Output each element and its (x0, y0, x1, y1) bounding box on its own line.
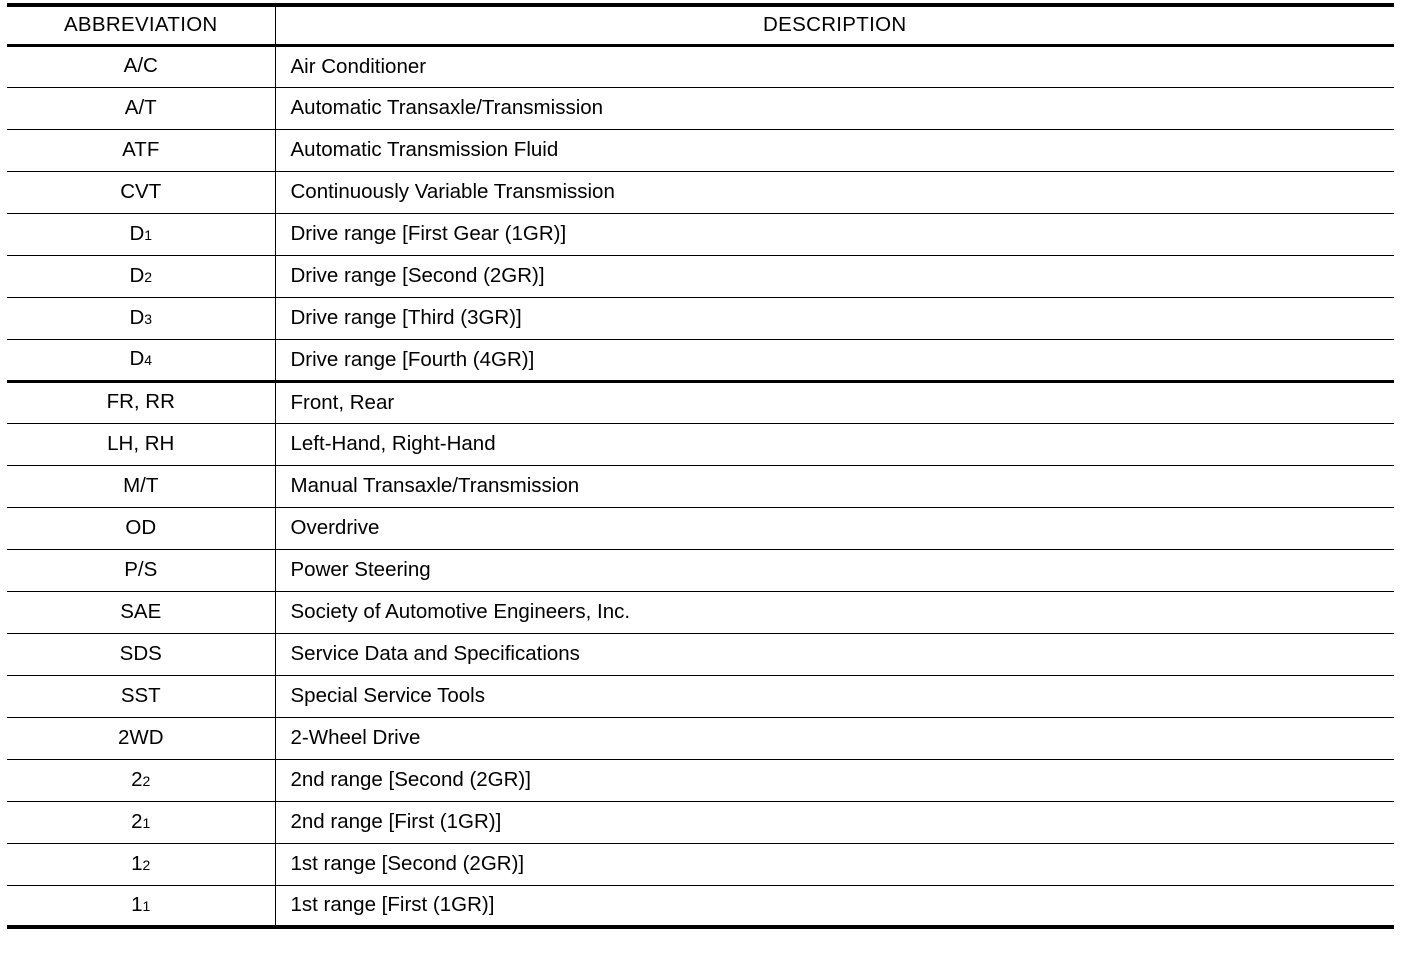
table-body (7, 45, 1394, 927)
abbreviation-cell (7, 339, 275, 381)
table-row (7, 297, 1394, 339)
abbreviation-text: OD (125, 515, 157, 539)
table-row (7, 339, 1394, 381)
abbreviation-text: M/T (123, 473, 159, 497)
abbreviation-subscript: 4 (144, 352, 153, 368)
table-row (7, 843, 1394, 885)
abbreviation-text: SDS (119, 641, 162, 665)
abbreviation-cell (7, 507, 275, 549)
description-cell: 2nd range [Second (2GR)] (275, 759, 1394, 801)
description-cell: 1st range [First (1GR)] (290, 893, 495, 917)
abbreviation-cell (7, 633, 275, 675)
abbreviation-text: FR, RR (106, 390, 175, 413)
description-cell: Automatic Transaxle/Transmission (275, 87, 1394, 129)
abbreviation-subscript: 2 (142, 772, 151, 789)
abbreviation-table (7, 3, 1394, 929)
abbreviation-cell (7, 381, 275, 423)
abbreviation-cell (7, 297, 275, 339)
abbreviation-text: P/S (124, 557, 158, 581)
header-description: DESCRIPTION (275, 5, 1394, 45)
description-cell: Special Service Tools (275, 675, 1394, 717)
table-row (7, 45, 1394, 87)
table-row (7, 801, 1394, 843)
description-cell: Air Conditioner (275, 45, 1394, 87)
abbreviation-text: CVT (120, 179, 162, 203)
description-cell: Service Data and Specifications (275, 633, 1394, 675)
abbreviation-text: A/C (123, 54, 158, 77)
abbreviation-cell (7, 675, 275, 717)
description-cell: 1st range [Second (2GR)] (275, 843, 1394, 885)
abbreviation-text: 2WD (117, 725, 164, 749)
description-cell: Front, Rear (275, 381, 1394, 423)
abbreviation-subscript: 3 (144, 310, 153, 327)
description-cell: Society of Automotive Engineers, Inc. (275, 591, 1394, 633)
abbreviation-text: LH, RH (107, 431, 175, 455)
description-cell: Manual Transaxle/Transmission (275, 465, 1394, 507)
table-row (7, 507, 1394, 549)
abbreviation-cell (7, 717, 275, 759)
abbreviation-text: ATF (122, 137, 160, 161)
description-cell: Drive range [Second (2GR)] (275, 255, 1394, 297)
abbreviation-text: A/T (124, 95, 157, 119)
abbreviation-cell (7, 87, 275, 129)
table-row (7, 129, 1394, 171)
description-cell: Drive range [Fourth (4GR)] (275, 339, 1394, 381)
table-header-row (7, 5, 1394, 45)
description-cell: Overdrive (275, 507, 1394, 549)
abbreviation-cell (7, 591, 275, 633)
abbreviation-cell (7, 423, 275, 465)
abbreviation-cell (7, 885, 275, 927)
description-cell: Power Steering (275, 549, 1394, 591)
table-row (7, 381, 1394, 423)
abbreviation-cell (7, 129, 275, 171)
abbreviation-subscript: 2 (142, 856, 151, 873)
table-row (7, 423, 1394, 465)
description-cell: Automatic Transmission Fluid (275, 129, 1394, 171)
table-row (7, 255, 1394, 297)
abbreviation-cell (7, 801, 275, 843)
abbreviation-cell (7, 213, 275, 255)
table-row (7, 633, 1394, 675)
table-row (7, 465, 1394, 507)
abbreviation-subscript: 1 (142, 814, 151, 831)
description-cell: Drive range [Third (3GR)] (275, 297, 1394, 339)
description-cell: 2nd range [First (1GR)] (275, 801, 1394, 843)
description-cell: Continuously Variable Transmission (275, 171, 1394, 213)
abbreviation-text: D (129, 263, 145, 287)
abbreviation-text: 2 (131, 767, 143, 791)
abbreviation-text: 2 (131, 809, 143, 833)
abbreviation-text: SST (120, 683, 161, 707)
abbreviation-subscript: 1 (142, 897, 151, 914)
table-row (7, 885, 1394, 927)
table-row (7, 717, 1394, 759)
description-cell: Left-Hand, Right-Hand (275, 423, 1394, 465)
abbreviation-text: D (129, 305, 145, 329)
abbreviation-text: SAE (120, 599, 162, 623)
abbreviation-subscript: 1 (144, 226, 153, 243)
abbreviation-cell (7, 549, 275, 591)
header-abbreviation: ABBREVIATION (7, 5, 275, 45)
abbreviation-cell (7, 255, 275, 297)
description-cell: Drive range [First Gear (1GR)] (275, 213, 1394, 255)
table-row (7, 675, 1394, 717)
abbreviation-subscript: 2 (144, 268, 153, 285)
abbreviation-cell (7, 843, 275, 885)
abbreviation-cell (7, 171, 275, 213)
abbreviation-text: 1 (131, 892, 143, 916)
abbreviation-cell (7, 465, 275, 507)
abbreviation-cell (7, 759, 275, 801)
abbreviation-text: D (129, 347, 145, 370)
description-cell: 2-Wheel Drive (275, 717, 1394, 759)
table-row (7, 213, 1394, 255)
table-row (7, 549, 1394, 591)
table-row (7, 759, 1394, 801)
table-row (7, 87, 1394, 129)
abbreviation-cell (7, 45, 275, 87)
abbreviation-text: D (129, 221, 145, 245)
abbreviation-text: 1 (131, 851, 143, 875)
table-row (7, 171, 1394, 213)
table-row (7, 591, 1394, 633)
